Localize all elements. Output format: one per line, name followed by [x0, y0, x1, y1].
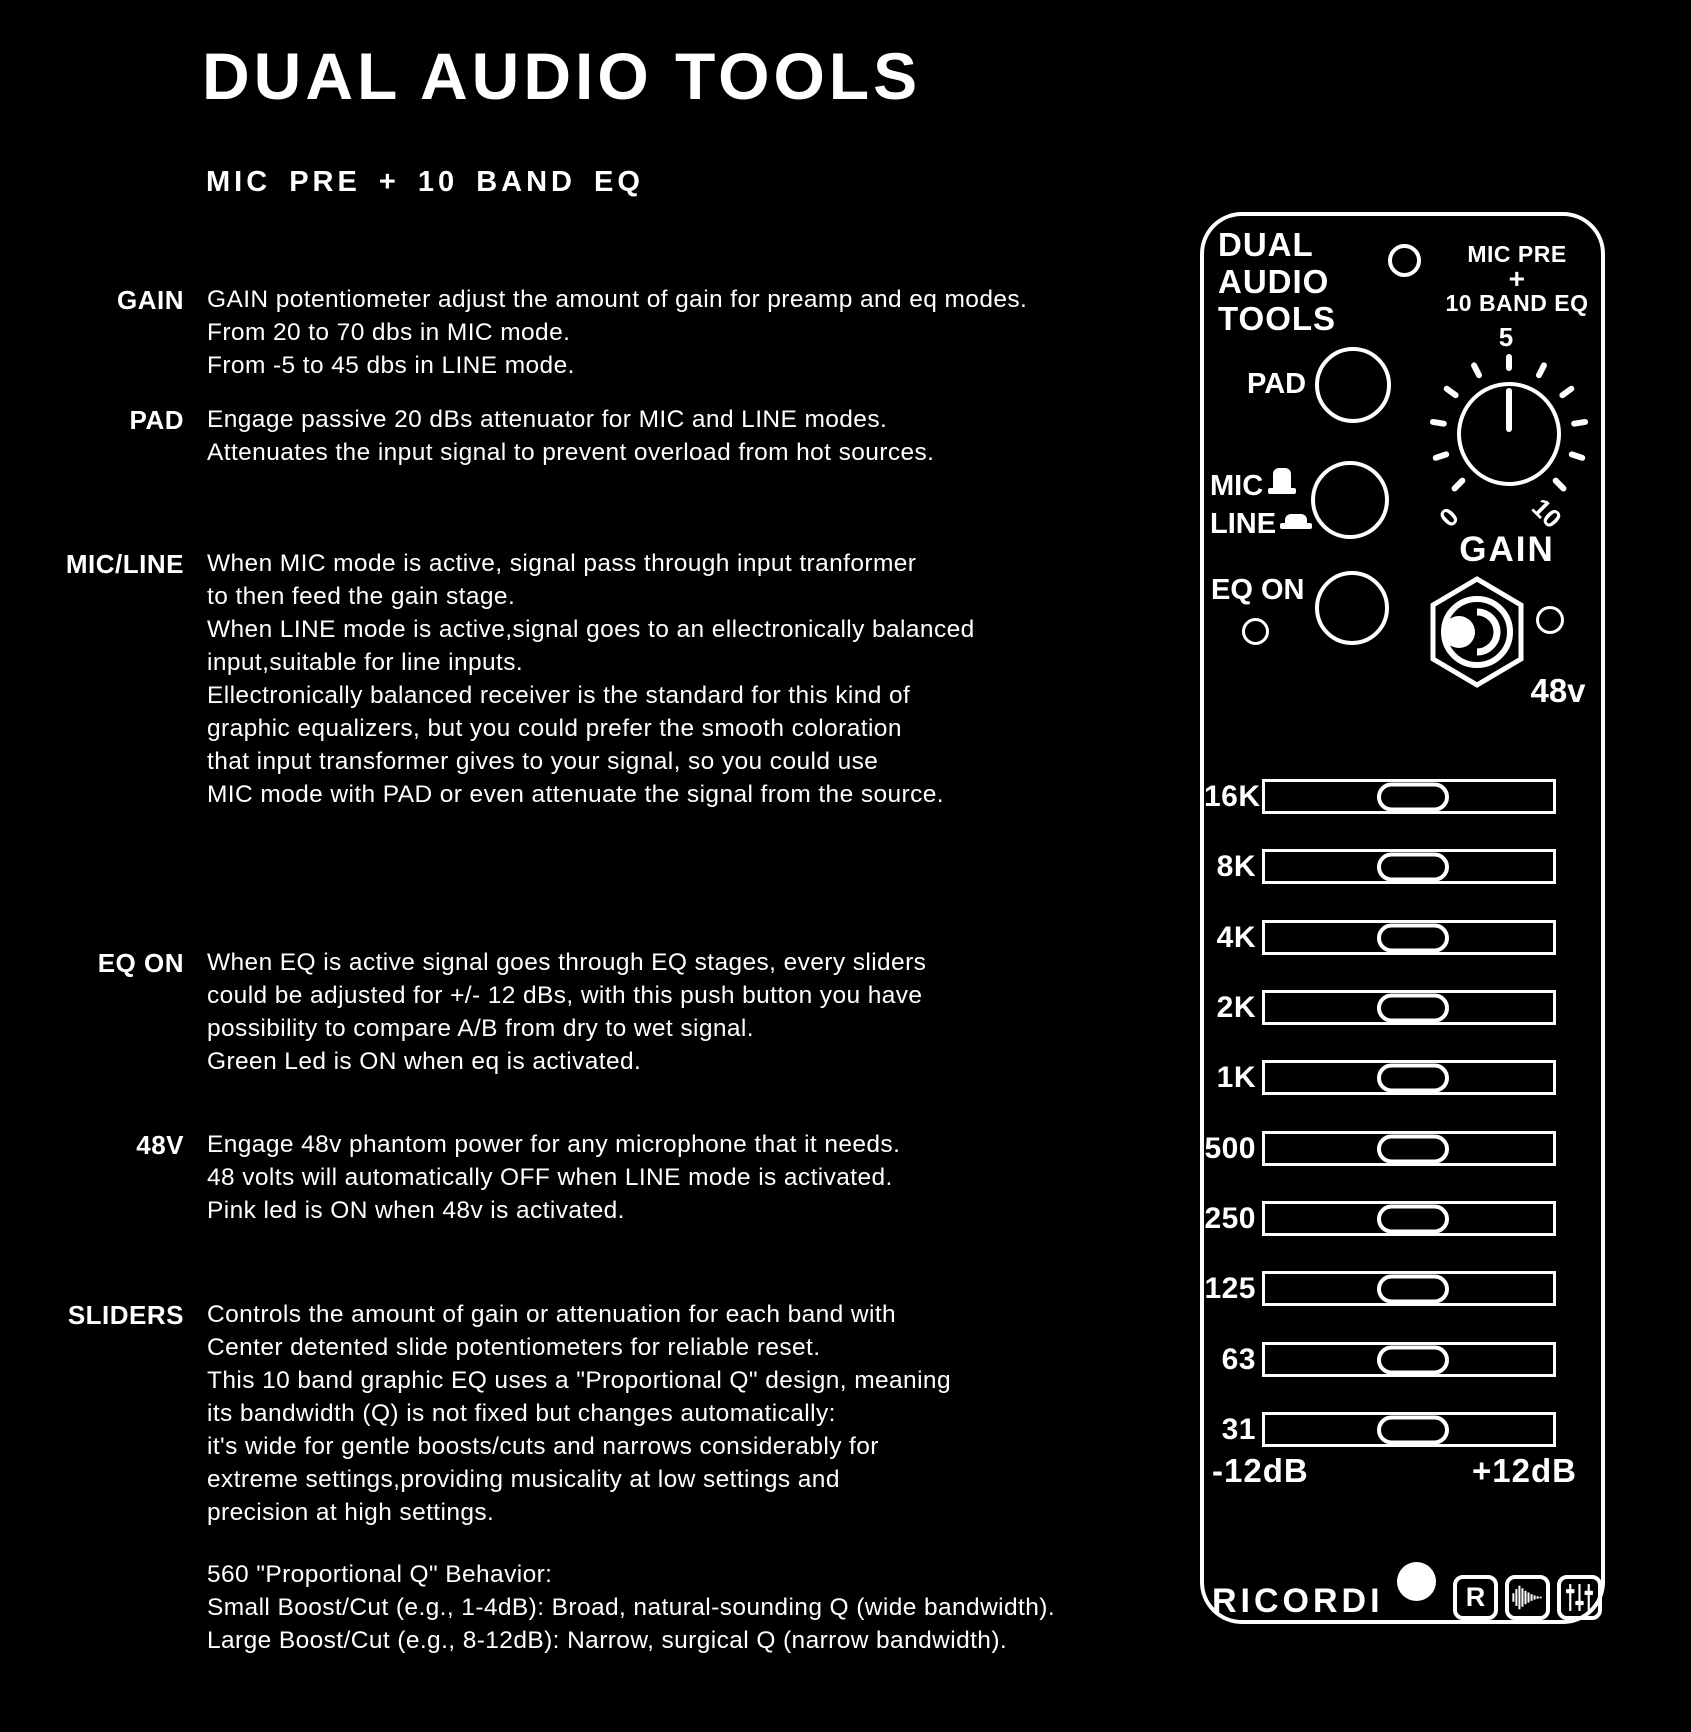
eq-band-row [1204, 1201, 1564, 1236]
r-logo-icon [1453, 1575, 1498, 1620]
term-label-sliders: SLIDERS [67, 1300, 184, 1330]
eq-band-label: 4K [1216, 921, 1256, 954]
mic-label: MIC [1210, 470, 1264, 502]
note-line: Large Boost/Cut (e.g., 8-12dB): Narrow, surgical Q (narrow bandwidth). [207, 1627, 1008, 1654]
eq-slider-knob[interactable] [1377, 1415, 1449, 1444]
desc-line: graphic equalizers, but you could prefer the smooth coloration [207, 715, 902, 742]
term-label-eqon: EQ ON [97, 948, 184, 978]
section-48v [0, 1128, 1185, 1227]
desc-line: Engage 48v phantom power for any microphone that it needs. [207, 1131, 901, 1158]
desc-line: Engage passive 20 dBs attenuator for MIC and LINE modes. [207, 406, 888, 433]
eq-slider-track [1262, 1412, 1556, 1447]
phantom-label: 48v [1530, 672, 1586, 709]
button-out-icon [1268, 468, 1296, 494]
eq-band-row [1204, 920, 1564, 955]
eq-band-row [1204, 1271, 1564, 1306]
panel-brand-line: TOOLS [1218, 300, 1337, 337]
term-label-48v: 48V [136, 1130, 184, 1160]
term-label-pad: PAD [129, 405, 184, 435]
section-micline [0, 547, 1185, 811]
pad-button[interactable] [1315, 347, 1391, 423]
button-in-icon [1280, 514, 1312, 529]
power-dot-icon [1397, 1562, 1436, 1601]
eq-band-row [1204, 990, 1564, 1025]
eq-on-led [1242, 618, 1269, 645]
eq-slider-track [1262, 1201, 1556, 1236]
eq-band-row [1204, 1060, 1564, 1095]
section-sliders [0, 1298, 1185, 1529]
desc-line: that input transformer gives to your signal, so you could use [207, 748, 879, 775]
eq-slider-track [1262, 1131, 1556, 1166]
desc-line: When MIC mode is active, signal pass through input tranformer [207, 550, 917, 577]
gain-knob[interactable] [1457, 382, 1561, 486]
eq-band-label: 16K [1204, 780, 1261, 813]
gain-scale-min: 0 [1433, 501, 1465, 533]
eq-slider-track [1262, 920, 1556, 955]
gain-scale-mid: 5 [1498, 322, 1514, 352]
eq-band-row [1204, 779, 1564, 814]
eq-slider-track [1262, 849, 1556, 884]
desc-line: Green Led is ON when eq is activated. [207, 1048, 642, 1075]
desc-line: its bandwidth (Q) is not fixed but changes automatically: [207, 1400, 836, 1427]
waveform-icon [1505, 1575, 1550, 1620]
eq-slider-knob[interactable] [1377, 1134, 1449, 1163]
desc-line: it's wide for gentle boosts/cuts and narrows considerably for [207, 1433, 879, 1460]
panel-model-line: MIC PRE [1467, 241, 1567, 267]
section-eqon [0, 946, 1185, 1078]
desc-line: From 20 to 70 dbs in MIC mode. [207, 319, 571, 346]
term-label-gain: GAIN [117, 285, 184, 315]
panel-model-line: 10 BAND EQ [1445, 290, 1589, 316]
line-label: LINE [1210, 508, 1277, 540]
maker-brand: RICORDI [1212, 1582, 1384, 1620]
eq-slider-track [1262, 779, 1556, 814]
eq-band-label: 2K [1216, 991, 1256, 1024]
panel-hole-icon [1388, 244, 1421, 277]
panel-brand [1218, 226, 1336, 337]
eq-band-label: 250 [1204, 1202, 1256, 1235]
desc-line: MIC mode with PAD or even attenuate the signal from the source. [207, 781, 944, 808]
note-line: Small Boost/Cut (e.g., 1-4dB): Broad, natural-sounding Q (wide bandwidth). [207, 1594, 1056, 1621]
desc-line: This 10 band graphic EQ uses a "Proportional Q" design, meaning [207, 1367, 951, 1394]
phantom-led [1536, 606, 1564, 634]
eq-band-label: 125 [1204, 1272, 1256, 1305]
eq-range-max: +12dB [1472, 1452, 1577, 1489]
desc-line: Controls the amount of gain or attenuation for each band with [207, 1301, 897, 1328]
eq-slider-knob[interactable] [1377, 1274, 1449, 1303]
faders-icon [1557, 1575, 1602, 1620]
eq-on-label: EQ ON [1211, 574, 1305, 606]
proportional-q-note [207, 1558, 1055, 1657]
desc-line: 48 volts will automatically OFF when LINE mode is activated. [207, 1164, 893, 1191]
eq-slider-knob[interactable] [1377, 923, 1449, 952]
desc-line: Attenuates the input signal to prevent overload from hot sources. [207, 439, 935, 466]
eq-slider-track [1262, 1271, 1556, 1306]
device-panel [1200, 212, 1605, 1624]
gain-knob-pointer [1506, 388, 1512, 432]
eq-band-row [1204, 1412, 1564, 1447]
desc-pad [207, 403, 1185, 469]
desc-line: Pink led is ON when 48v is activated. [207, 1197, 625, 1224]
r-logo-letter: R [1465, 1582, 1486, 1612]
toggle-switch-icon [1426, 576, 1528, 688]
desc-line: extreme settings,providing musicality at low settings and [207, 1466, 840, 1493]
panel-brand-line: DUAL [1218, 226, 1314, 263]
desc-line: From -5 to 45 dbs in LINE mode. [207, 352, 575, 379]
term-label-micline: MIC/LINE [65, 549, 184, 579]
desc-line: Ellectronically balanced receiver is the standard for this kind of [207, 682, 911, 709]
phantom-toggle[interactable] [1426, 576, 1528, 688]
desc-gain [207, 283, 1185, 382]
eq-range-min: -12dB [1212, 1452, 1309, 1489]
note-line: 560 "Proportional Q" Behavior: [207, 1561, 553, 1588]
desc-micline [207, 547, 1185, 811]
eq-slider-knob[interactable] [1377, 1063, 1449, 1092]
eq-band-row [1204, 1342, 1564, 1377]
desc-line: GAIN potentiometer adjust the amount of gain for preamp and eq modes. [207, 286, 1028, 313]
eq-slider-track [1262, 1342, 1556, 1377]
eq-slider-knob[interactable] [1377, 782, 1449, 811]
eq-on-button[interactable] [1315, 571, 1389, 645]
desc-line: to then feed the gain stage. [207, 583, 516, 610]
desc-line: When EQ is active signal goes through EQ stages, every sliders [207, 949, 927, 976]
page-subtitle: MIC PRE + 10 BAND EQ [206, 166, 644, 198]
section-pad [0, 403, 1185, 469]
desc-line: input,suitable for line inputs. [207, 649, 524, 676]
desc-eqon [207, 946, 1185, 1078]
eq-slider-track [1262, 1060, 1556, 1095]
gain-label: GAIN [1459, 530, 1555, 569]
eq-band-label: 500 [1204, 1132, 1256, 1165]
desc-line: could be adjusted for +/- 12 dBs, with this push button you have [207, 982, 923, 1009]
eq-slider-track [1262, 990, 1556, 1025]
mic-line-button[interactable] [1311, 461, 1389, 539]
desc-sliders [207, 1298, 1185, 1529]
eq-band-label: 31 [1221, 1413, 1256, 1446]
panel-brand-line: AUDIO [1218, 263, 1330, 300]
eq-slider-knob[interactable] [1377, 1345, 1449, 1374]
eq-band-row [1204, 849, 1564, 884]
eq-slider-knob[interactable] [1377, 1204, 1449, 1233]
eq-slider-knob[interactable] [1377, 852, 1449, 881]
gain-scale-max: 10 [1525, 492, 1568, 534]
eq-band-label: 63 [1221, 1343, 1256, 1376]
desc-line: Center detented slide potentiometers for reliable reset. [207, 1334, 821, 1361]
eq-slider-knob[interactable] [1377, 993, 1449, 1022]
panel-model [1432, 242, 1602, 316]
desc-line: precision at high settings. [207, 1499, 495, 1526]
pad-label: PAD [1247, 368, 1307, 400]
eq-band-row [1204, 1131, 1564, 1166]
eq-band-label: 1K [1216, 1061, 1256, 1094]
page-title: DUAL AUDIO TOOLS [202, 39, 922, 113]
desc-48v [207, 1128, 1185, 1227]
plus-icon: + [1508, 263, 1526, 294]
desc-line: When LINE mode is active,signal goes to an ellectronically balanced [207, 616, 975, 643]
section-gain [0, 283, 1185, 382]
desc-line: possibility to compare A/B from dry to wet signal. [207, 1015, 754, 1042]
eq-band-label: 8K [1216, 850, 1256, 883]
